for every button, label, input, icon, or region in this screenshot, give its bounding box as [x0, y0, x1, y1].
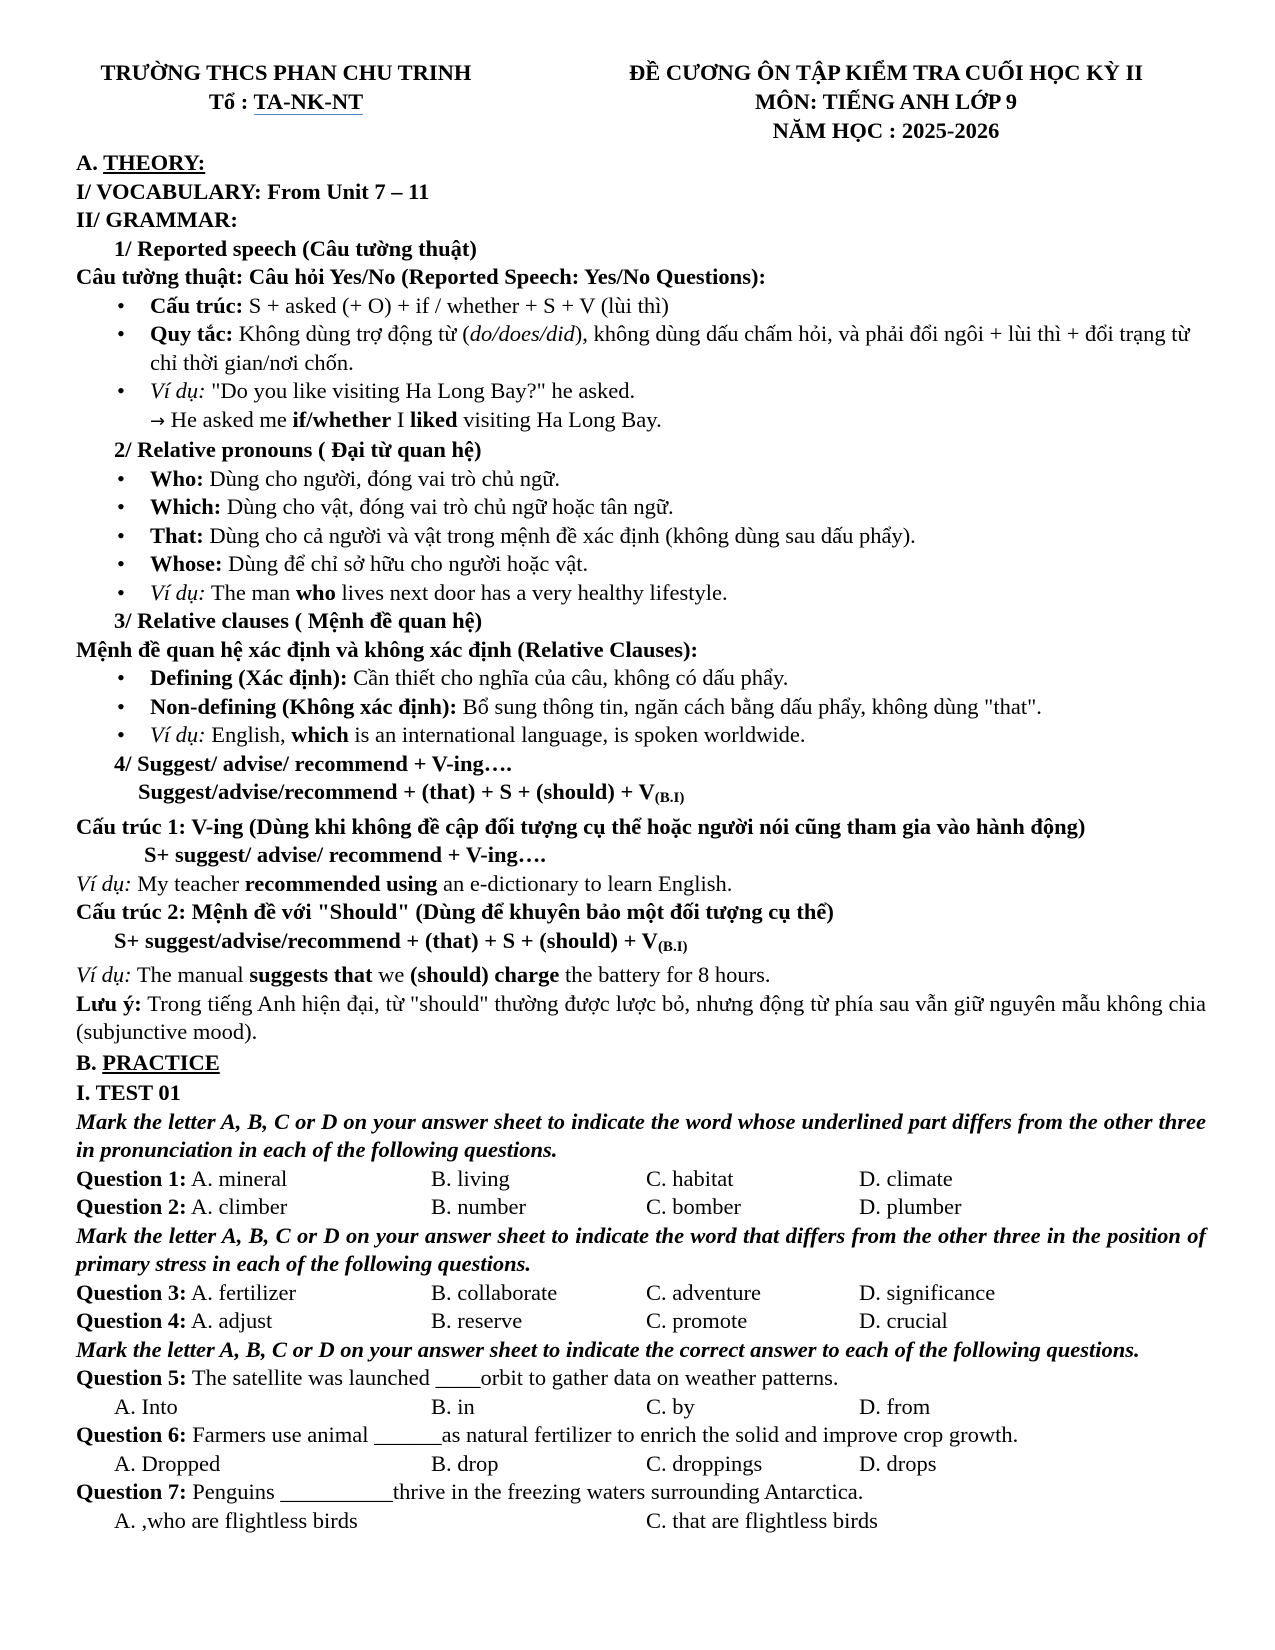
document-header: [76, 58, 1206, 149]
school-year: NĂM HỌC : 2025-2026: [772, 118, 1000, 143]
list-item: • Which: Dùng cho vật, đóng vai trò chủ ngữ hoặc tân ngữ.: [150, 493, 1206, 522]
arrow-right-icon: →: [150, 410, 166, 432]
list-item: • Who: Dùng cho người, đóng vai trò chủ ngữ.: [150, 465, 1206, 494]
list-item: • Defining (Xác định): Cần thiết cho nghĩa của câu, không có dấu phẩy.: [150, 664, 1206, 693]
reported-speech-list: [76, 292, 1206, 406]
test-heading: I. TEST 01: [76, 1080, 181, 1105]
structure-1-heading: Cấu trúc 1: V-ing (Dùng khi không đề cập đối tượng cụ thể hoặc người nói cũng tham gia vào hành động): [76, 813, 1086, 839]
structure-2-heading: Cấu trúc 2: Mệnh đề với "Should" (Dùng để khuyên bảo một đối tượng cụ thể): [76, 899, 834, 924]
header-right: [586, 58, 1186, 145]
structure-2-example: Ví dụ: The manual suggests that we (should) charge the battery for 8 hours.: [76, 962, 771, 987]
list-item: • Ví dụ: The man who lives next door has a very healthy lifestyle.: [150, 579, 1206, 608]
section-reported-speech-title: 1/ Reported speech (Câu tường thuật): [114, 235, 477, 261]
question-2: Question 2: A. climber B. number C. bomber D. plumber: [76, 1194, 962, 1219]
suggest-formula: Suggest/advise/recommend + (that) + S + (should) + $V_{(B.I)}$: [138, 779, 685, 806]
practice-heading: B. PRACTICE: [76, 1049, 220, 1075]
document-page: [76, 58, 1206, 1535]
structure-1-example: Ví dụ: My teacher recommended using an e-dictionary to learn English.: [76, 870, 733, 896]
question-5-stem: Question 5: The satellite was launched ____orbit to gather data on weather patterns.: [76, 1365, 839, 1390]
structure-2-formula: S+ suggest/advise/recommend + (that) + S + (should) + $V_{(B.I)}$: [114, 927, 688, 955]
question-4: Question 4: A. adjust B. reserve C. promote D. crucial: [76, 1308, 948, 1333]
subject: MÔN: TIẾNG ANH LỚP 9: [754, 89, 1018, 114]
instruction-pronunciation: Mark the letter A, B, C or D on your answer sheet to indicate the word whose underlined part differs from the other three in pronunciation in each of the following questions.: [76, 1108, 1206, 1162]
theory-heading: A. THEORY:: [76, 150, 206, 175]
instruction-correct-answer: Mark the letter A, B, C or D on your answer sheet to indicate the correct answer to each of the following questions.: [76, 1336, 1140, 1362]
list-item: • Ví dụ: English, which is an international language, is spoken worldwide.: [150, 721, 1206, 750]
header-left: [76, 58, 496, 116]
vocabulary-heading: I/ VOCABULARY: From Unit 7 – 11: [76, 178, 430, 204]
instruction-stress: Mark the letter A, B, C or D on your answer sheet to indicate the word that differs from the other three in the position of primary stress in each of the following questions.: [76, 1222, 1206, 1276]
list-item: • Non-defining (Không xác định): Bổ sung thông tin, ngăn cách bằng dấu phẩy, không dùng "that".: [150, 693, 1206, 722]
list-item: • Quy tắc: Không dùng trợ động từ (do/does/did), không dùng dấu chấm hỏi, và phải đổi ngôi + lùi thì + đổi trạng từ chỉ thời gian/nơi chốn.: [150, 320, 1206, 377]
question-7-options: A. ,who are flightless birds C. that are flightless birds: [114, 1507, 878, 1533]
list-item: • Cấu trúc: S + asked (+ O) + if / whether + S + V (lùi thì): [150, 292, 1206, 321]
question-3: Question 3: A. fertilizer B. collaborate C. adventure D. significance: [76, 1279, 996, 1305]
document-title: ĐỀ CƯƠNG ÔN TẬP KIỂM TRA CUỐI HỌC KỲ II: [628, 60, 1144, 85]
question-1: Question 1: A. mineral B. living C. habitat D. climate: [76, 1165, 953, 1191]
relative-clauses-list: [76, 664, 1206, 750]
list-item: • Whose: Dùng để chỉ sở hữu cho người hoặc vật.: [150, 550, 1206, 579]
section-reported-speech-subtitle: Câu tường thuật: Câu hỏi Yes/No (Reported Speech: Yes/No Questions):: [76, 264, 766, 289]
question-5-options: A. Into B. in C. by D. from: [114, 1393, 931, 1419]
section-relative-clauses-title: 3/ Relative clauses ( Mệnh đề quan hệ): [114, 608, 483, 633]
section-relative-pronouns-title: 2/ Relative pronouns ( Đại từ quan hệ): [114, 437, 482, 462]
relative-pronouns-list: [76, 465, 1206, 608]
school-name: TRƯỜNG THCS PHAN CHU TRINH: [100, 60, 472, 85]
question-6-stem: Question 6: Farmers use animal ______as natural fertilizer to enrich the solid and improve crop growth.: [76, 1422, 1019, 1447]
list-item: • That: Dùng cho cả người và vật trong mệnh đề xác định (không dùng sau dấu phẩy).: [150, 522, 1206, 551]
department-name: TA-NK-NT: [253, 89, 364, 114]
question-6-options: A. Dropped B. drop C. droppings D. drops: [114, 1450, 937, 1476]
section-suggest-title: 4/ Suggest/ advise/ recommend + V-ing….: [114, 750, 512, 776]
department: Tổ : TA-NK-NT: [208, 89, 364, 114]
grammar-heading: II/ GRAMMAR:: [76, 207, 238, 232]
list-item: • Ví dụ: "Do you like visiting Ha Long Bay?" he asked.: [150, 377, 1206, 406]
structure-1-formula: S+ suggest/ advise/ recommend + V-ing….: [144, 842, 546, 867]
question-7-stem: Question 7: Penguins __________thrive in the freezing waters surrounding Antarctica.: [76, 1479, 864, 1504]
reported-speech-answer: → He asked me if/whether I liked visiting Ha Long Bay.: [150, 406, 662, 432]
section-relative-clauses-subtitle: Mệnh đề quan hệ xác định và không xác định (Relative Clauses):: [76, 636, 698, 662]
note: Lưu ý: Trong tiếng Anh hiện đại, từ "should" thường được lược bỏ, nhưng động từ phía sau vẫn giữ nguyên mẫu không chia (subjunctive mood).: [76, 990, 1207, 1044]
